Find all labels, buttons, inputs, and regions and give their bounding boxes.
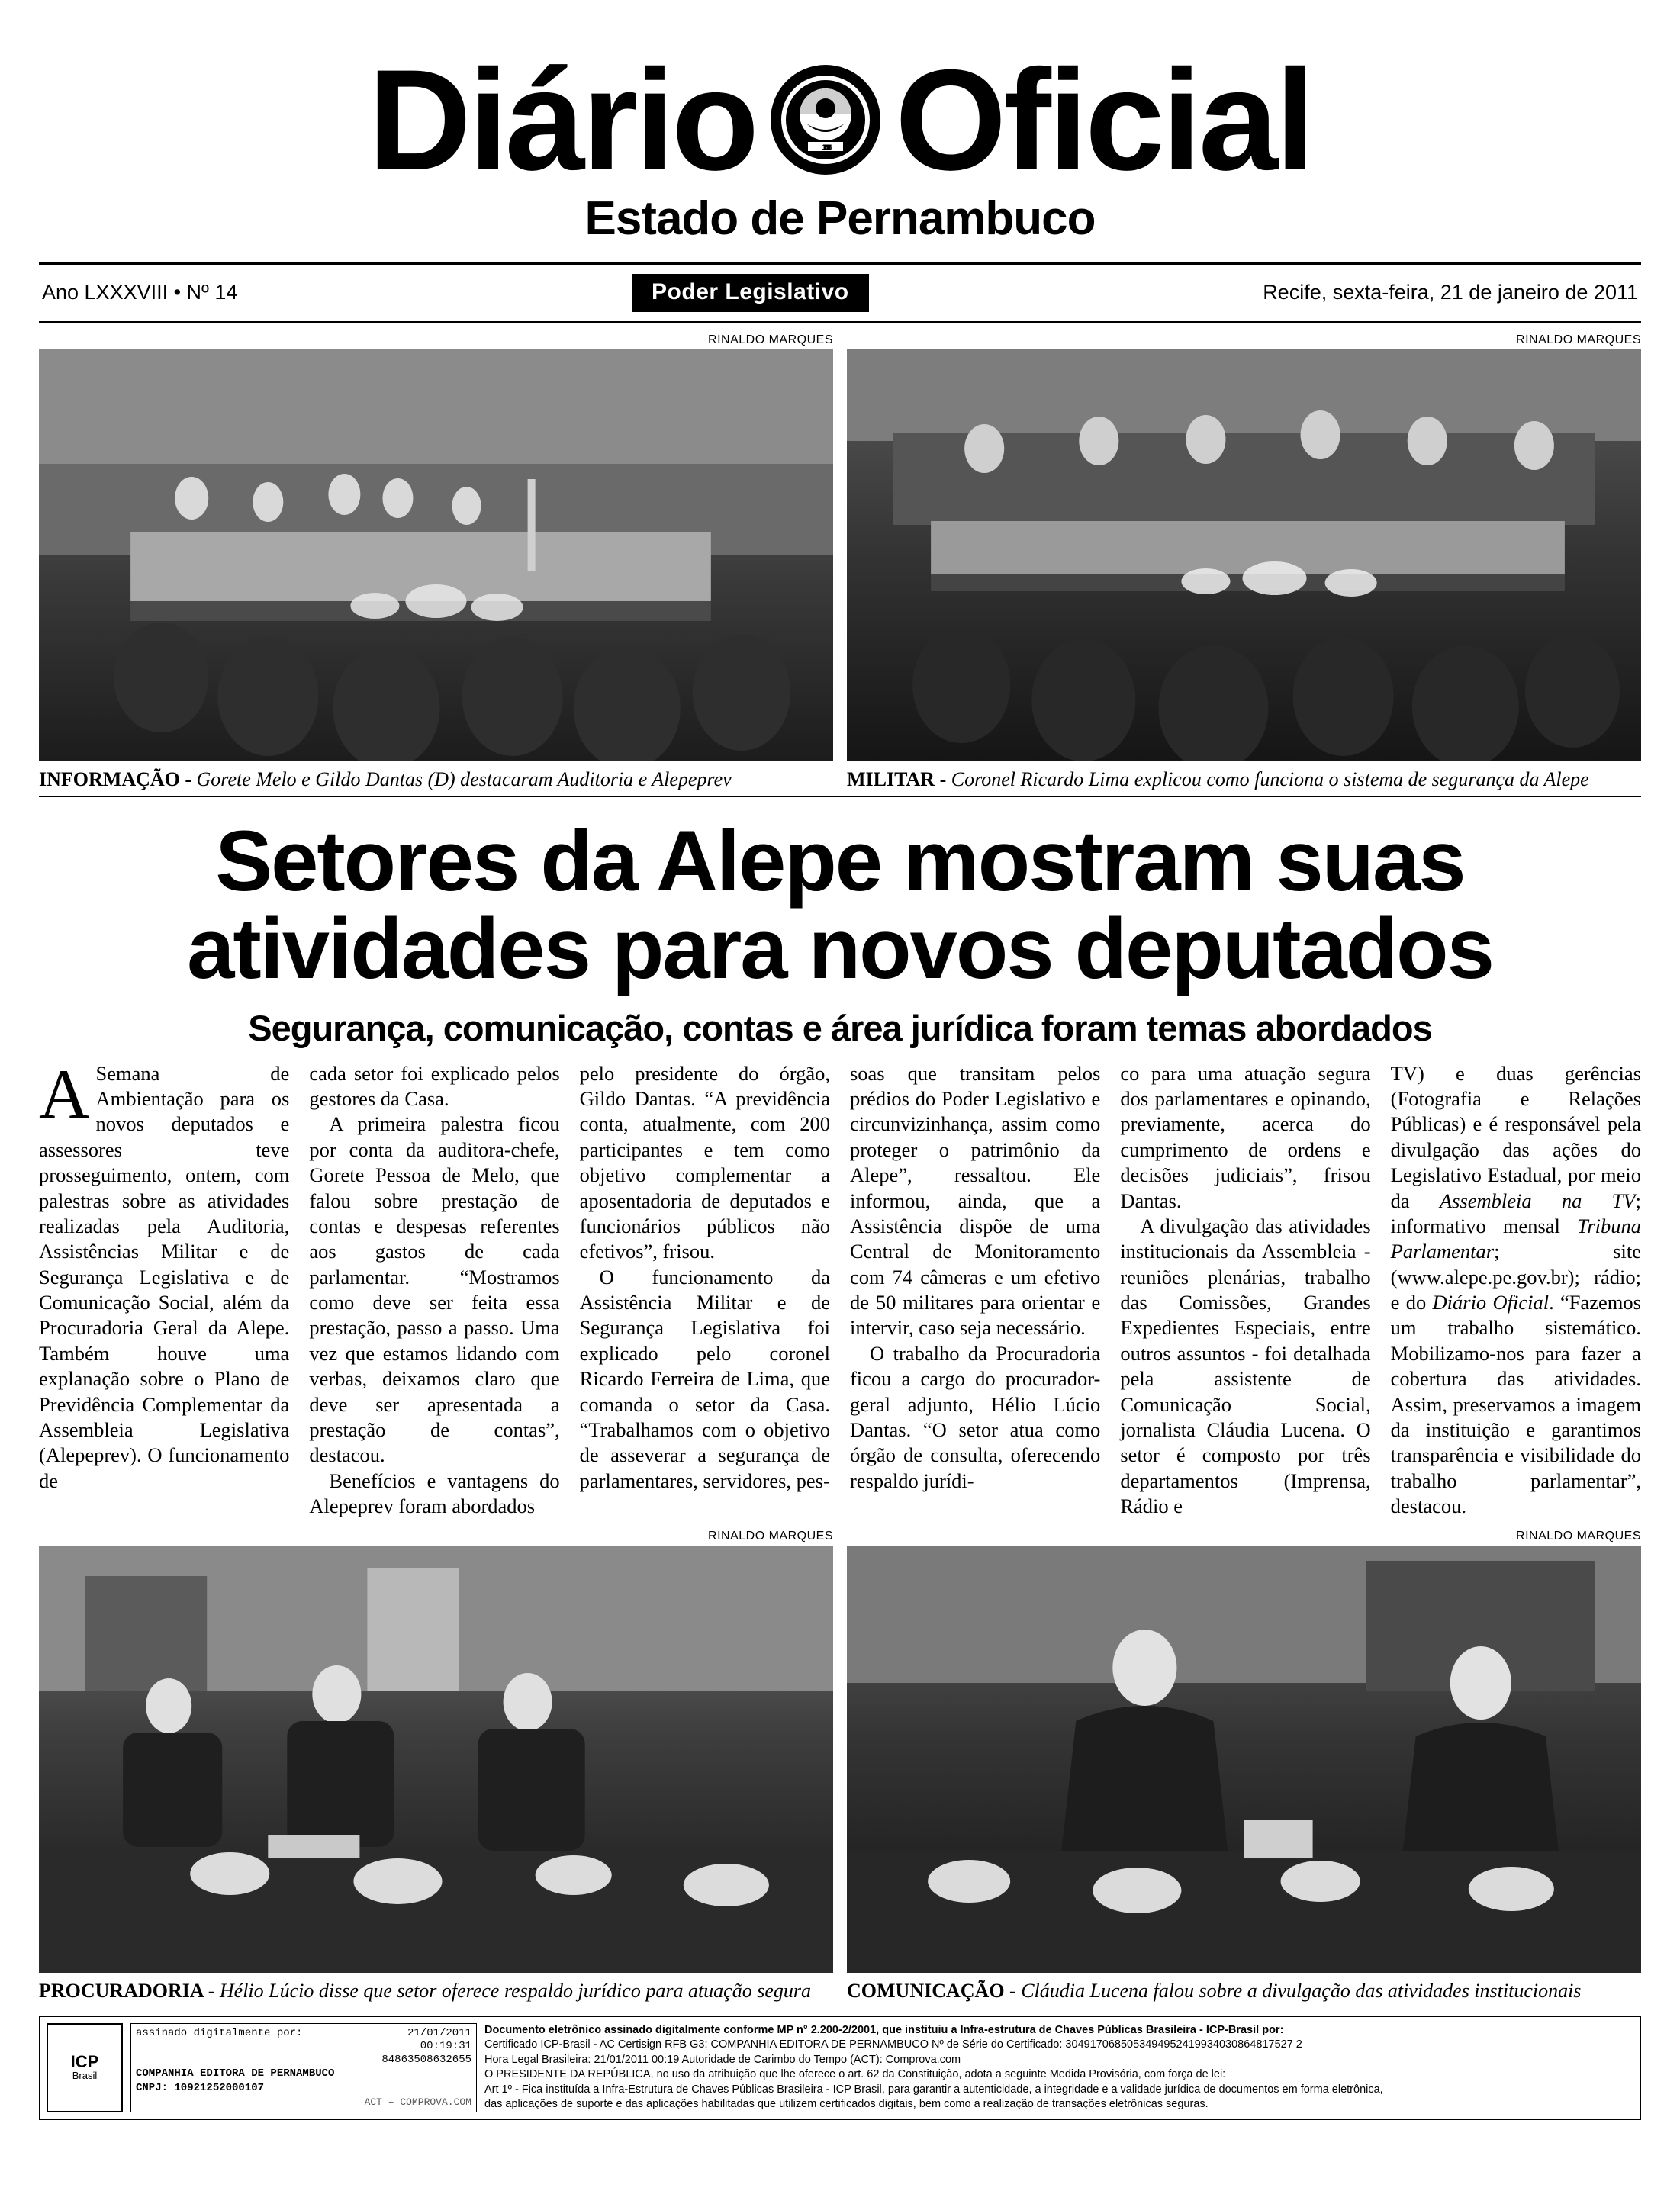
photo-cell-informacao	[39, 333, 833, 791]
photo-caption-militar	[847, 761, 1641, 791]
signature-datetime	[381, 2027, 471, 2067]
signature-box	[130, 2023, 477, 2112]
photo-credit: RINALDO MARQUES	[708, 333, 833, 346]
legal-line-6: das aplicações de suporte e das aplicações habilitadas que utilizem certificados digitais, bem como a realização de transações eletrônicas seguras.	[484, 2098, 1209, 2111]
signature-act: ACT – COMPROVA.COM	[364, 2096, 471, 2108]
icp-brasil-logo-icon	[47, 2023, 123, 2112]
paragraph-text: Semana de Ambientação para os novos deputados e assessores teve prosseguimento, ontem, com palestras sobre as atividades realizadas pela Auditoria, Assistências Militar e de Segurança Legislativa e de Comunicação Social, além da Procuradoria Geral da Alepe. Também houve uma explanação sobre o Plano de Previdência Complementar da Assembleia Legislativa (Alepeprev). O funcionamento de	[39, 1061, 290, 1492]
caption-text: Gorete Melo e Gildo Dantas (D) destacaram Auditoria e Alepeprev	[196, 767, 732, 790]
pernambuco-coat-of-arms-icon	[768, 63, 883, 177]
drop-cap: A	[39, 1054, 90, 1133]
paragraph: co para uma atuação segura dos parlamentares e opinando, previamente, acerca do cumprimento de ordens e decisões judiciais”, frisou Dantas.	[1120, 1061, 1371, 1212]
legal-text-block	[484, 2023, 1633, 2112]
paragraph	[1391, 1061, 1641, 1520]
paragraph-text-a: TV) e duas gerências (Fotografia e Relações Públicas) e é responsável pela divulgação das ações do Legislativo Estadual, por meio da	[1390, 1061, 1641, 1212]
caption-label: INFORMAÇÃO -	[39, 767, 197, 790]
info-bar	[39, 265, 1641, 321]
icp-logo-line2: Brasil	[72, 2070, 98, 2082]
article-column-4	[850, 1061, 1100, 1520]
top-photo-row	[39, 333, 1641, 791]
legal-line-1: Documento eletrônico assinado digitalmente conforme MP n° 2.200-2/2001, que instituiu a Infra-estrutura de Chaves Públicas Brasileira - ICP-Brasil por:	[484, 2023, 1284, 2036]
article-column-3	[580, 1061, 830, 1520]
article-column-6	[1391, 1061, 1641, 1520]
photo-caption-informacao	[39, 761, 833, 791]
paragraph: cada setor foi explicado pelos gestores da Casa.	[309, 1061, 560, 1111]
masthead-word-diario: Diário	[368, 40, 757, 200]
photo-comunicacao	[847, 1546, 1641, 1973]
paragraph: Benefícios e vantagens do Alepeprev foram abordados	[309, 1469, 560, 1518]
article-columns	[39, 1054, 1641, 1520]
signature-top-row	[136, 2027, 471, 2067]
signature-time: 00:19:31	[420, 2040, 471, 2053]
paragraph: pelo presidente do órgão, Gildo Dantas. “A previdência conta, atualmente, com 200 participantes e tem como objetivo complementar a aposentadoria de deputados e funcionários públicos não efetivos”, frisou.	[579, 1061, 830, 1263]
caption-label: COMUNICAÇÃO -	[847, 1980, 1022, 2003]
paragraph: A divulgação das atividades institucionais da Assembleia - reuniões plenárias, trabalho das Comissões, Grandes Expedientes Especiais, entre outros assuntos - foi detalhada pela assistente de Comunicação Social, jornalista Cláudia Lucena. O setor é composto por três departamentos (Imprensa, Rádio e	[1120, 1214, 1371, 1518]
paragraph: O trabalho da Procuradoria ficou a cargo do procurador-geral adjunto, Hélio Lúcio Dantas. “O setor atua como órgão de consulta, oferecendo respaldo jurídi-	[849, 1341, 1101, 1492]
headline-line-2: atividades para novos deputados	[187, 901, 1493, 997]
italic-title-diario-oficial: Diário Oficial	[1432, 1291, 1550, 1314]
photo-procuradoria	[39, 1546, 833, 1973]
photo-caption-procuradoria	[39, 1973, 833, 2003]
article-column-1	[39, 1054, 290, 1520]
icp-logo-line1: ICP	[70, 2052, 99, 2072]
photo-cell-comunicacao	[847, 1530, 1641, 2003]
photo-militar	[847, 349, 1641, 761]
legal-line-3: Hora Legal Brasileira: 21/01/2011 00:19 Autoridade de Carimbo do Tempo (ACT): Comprova.com	[484, 2053, 961, 2066]
masthead-subtitle: Estado de Pernambuco	[584, 191, 1096, 245]
caption-text: Coronel Ricardo Lima explicou como funciona o sistema de segurança da Alepe	[951, 767, 1589, 790]
legal-line-4: O PRESIDENTE DA REPÚBLICA, no uso da atribuição que lhe oferece o art. 62 da Constituição, adota a seguinte Medida Provisória, com força de lei:	[484, 2068, 1226, 2081]
edition-number: Ano LXXXVIII • Nº 14	[42, 281, 238, 304]
caption-label: PROCURADORIA -	[39, 1980, 220, 2003]
paragraph-text-d: . “Fazemos um trabalho sistemático. Mobilizamo-nos para fazer a cobertura das atividades. Assim, preservamos a imagem da instituição e garantimos transparência e visibilidade do trabalho parlamentar”, destacou.	[1390, 1291, 1641, 1518]
caption-text: Cláudia Lucena falou sobre a divulgação das atividades institucionais	[1021, 1980, 1582, 2003]
info-bar-divider	[39, 321, 1641, 323]
article-column-5	[1120, 1061, 1370, 1520]
photo-cell-procuradoria	[39, 1530, 833, 2003]
legal-line-5: Art 1º - Fica instituída a Infra-Estrutura de Chaves Públicas Brasileira - ICP Brasil, para garantir a autenticidade, a integridade e a validade jurídica de documentos em forma eletrônica,	[484, 2083, 1383, 2096]
paragraph	[39, 1054, 290, 1494]
paragraph: O funcionamento da Assistência Militar e de Segurança Legislativa foi explicado pelo coronel Ricardo Ferreira de Lima, que comanda o setor da Casa. “Trabalhamos com o objetivo de asseverar a segurança de parlamentares, servidores, pes-	[579, 1265, 830, 1492]
caption-label: MILITAR -	[847, 767, 951, 790]
digital-signature-footer	[39, 2016, 1641, 2120]
page-subheadline: Segurança, comunicação, contas e área jurídica foram temas abordados	[248, 1007, 1432, 1048]
legal-line-2: Certificado ICP-Brasil - AC Certisign RFB G3: COMPANHIA EDITORA DE PERNAMBUCO Nº de Série do Certificado: 3049170685053494952419934030864817527 2	[484, 2038, 1302, 2051]
paragraph-text-c: ; site (www.alepe.pe.gov.br); rádio; e do	[1390, 1240, 1641, 1314]
masthead-title	[39, 40, 1641, 200]
photo-informacao	[39, 349, 833, 761]
bottom-photo-row	[39, 1530, 1641, 2003]
svg-text:1710 1817 1824: 1710 1817 1824	[822, 143, 829, 152]
paragraph: soas que transitam pelos prédios do Poder Legislativo e circunvizinhança, assim como proteger o patrimônio da Alepe”, ressaltou. Ele informou, ainda, que a Assistência dispõe de uma Central de Monitoramento com 74 câmeras e um efetivo de 50 militares para orientar e intervir, caso seja necessário.	[849, 1061, 1101, 1340]
italic-title-tribuna-parlamentar: Tribuna Parlamentar	[1390, 1214, 1641, 1263]
masthead-word-oficial: Oficial	[895, 40, 1312, 200]
italic-title-assembleia-na-tv: Assembleia na TV	[1439, 1189, 1636, 1212]
top-photos-divider	[39, 796, 1641, 797]
paragraph-text-b: ; informativo mensal	[1390, 1189, 1641, 1237]
signature-serial: 84863508632655	[381, 2053, 471, 2066]
headline-line-1: Setores da Alepe mostram suas	[215, 813, 1465, 909]
paragraph: A primeira palestra ficou por conta da auditora-chefe, Gorete Pessoa de Melo, que falou sobre prestação de contas e despesas referentes aos gastos de cada parlamentar. “Mostramos como deve ser feita essa prestação, passo a passo. Uma vez que estamos lidando com verbas, deixamos claro que deve ser apresentada a prestação de contas”, destacou.	[309, 1112, 560, 1467]
article-column-2	[309, 1061, 559, 1520]
signature-entity: COMPANHIA EDITORA DE PERNAMBUCO	[136, 2067, 335, 2080]
photo-credit: RINALDO MARQUES	[708, 1530, 833, 1543]
page-headline	[39, 813, 1641, 997]
photo-caption-comunicacao	[847, 1973, 1641, 2003]
caption-text: Hélio Lúcio disse que setor oferece respaldo jurídico para atuação segura	[219, 1980, 811, 2003]
place-and-date: Recife, sexta-feira, 21 de janeiro de 2011	[1263, 281, 1638, 304]
signature-label: assinado digitalmente por:	[136, 2026, 303, 2039]
masthead	[39, 40, 1641, 246]
signature-date: 21/01/2011	[407, 2026, 471, 2039]
photo-cell-militar	[847, 333, 1641, 791]
photo-credit: RINALDO MARQUES	[1516, 1530, 1641, 1543]
signature-cnpj: CNPJ: 10921252000107	[136, 2082, 265, 2095]
section-badge: Poder Legislativo	[632, 274, 869, 312]
photo-credit: RINALDO MARQUES	[1516, 333, 1641, 346]
